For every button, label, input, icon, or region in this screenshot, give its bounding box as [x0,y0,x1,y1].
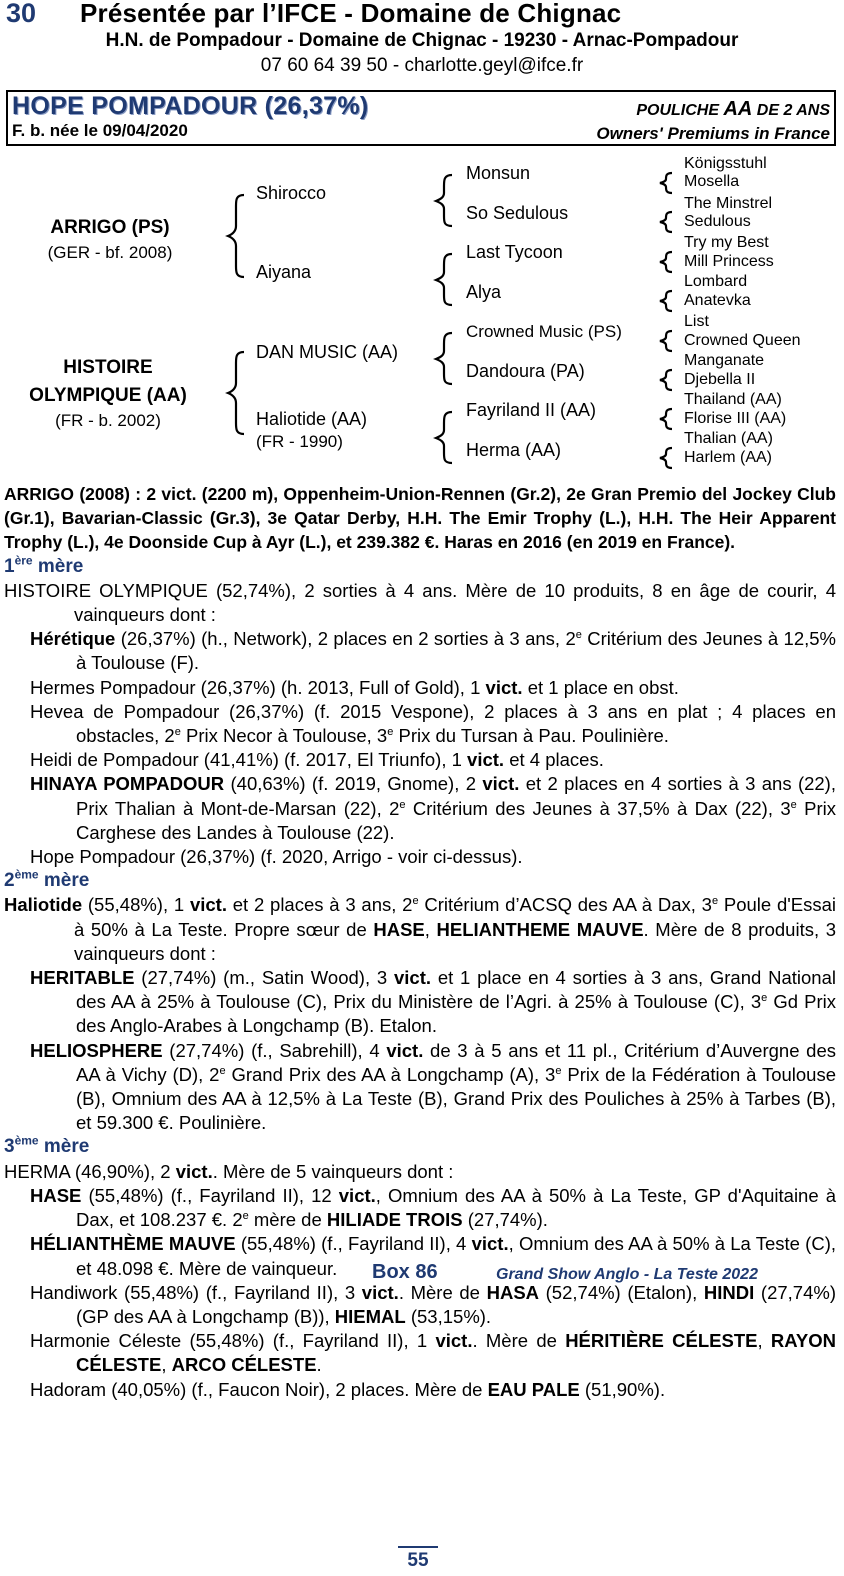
gen3-item: Crowned Music (PS) [466,322,622,341]
first-dam-intro: HISTOIRE OLYMPIQUE (52,74%), 2 sorties à 4 ans. Mère de 10 produits, 8 en âge de courir, 4 vainqueurs dont : [4,579,836,626]
first-dam-heading: 1ère mère [4,553,84,577]
produce-entry: Hadoram (40,05%) (f., Faucon Noir), 2 places. Mère de EAU PALE (51,90%). [30,1378,666,1400]
sire-name: ARRIGO (PS) [50,217,170,238]
event-name: Grand Show Anglo - La Teste 2022 [496,1266,758,1283]
gen4-item: Thailand (AA) [684,391,782,408]
produce-entry: HELIOSPHERE (27,74%) (f., Sabrehill), 4 vict. de 3 à 5 ans et 11 pl., Critérium d’Auvergne des AA à Vichy (D), 2e Grand Prix des AA à Longchamp (A), 3e Prix de la Fédération à Toulouse (B), Omnium des AA à 12,5% à La Teste (B), Grand Prix des Pouliches à 25% à Tarbes (B), et 59.300 €. Poulinière. [30,1039,837,1134]
gen3-item: Monsun [466,163,531,183]
gen4-item: Djebella II [684,371,756,388]
gen4-item: Florise III (AA) [684,410,787,427]
sire-record: ARRIGO (2008) : 2 vict. (2200 m), Oppenheim-Union-Rennen (Gr.2), 2e Gran Premio del Jockey Club (Gr.1), Bavarian-Classic (Gr.3), 3e Qatar Derby, H.H. The Emir Trophy (L.), H.H. The Heir Apparent Trophy (L.), 4e Doonside Cup à Ayr (L.), et 239.382 €. Haras en 2016 (en 2019 en France). [4,484,836,553]
gen4-item: List [684,313,709,330]
presenter-address: H.N. de Pompadour - Domaine de Chignac - 19230 - Arnac-Pompadour [105,30,739,51]
gen4-item: Anatevka [684,292,751,309]
gen2-note: (FR - 1990) [256,432,343,451]
gen2-item: Haliotide (AA) [256,409,368,429]
dam-name-1: HISTOIRE [63,357,153,378]
gen4-item: Thalian (AA) [684,430,773,447]
gen3-item: So Sedulous [466,203,569,223]
gen2-item: Aiyana [256,262,312,282]
sire-detail: (GER - bf. 2008) [47,243,173,262]
horse-name: HOPE POMPADOUR (26,37%) [12,92,369,120]
produce-entry: Hérétique (26,37%) (h., Network), 2 places en 2 sorties à 3 ans, 2e Critérium des Jeunes à 12,5% à Toulouse (F). [30,628,836,674]
second-dam-intro: Haliotide (55,48%), 1 vict. et 2 places à 3 ans, 2e Critérium d’ACSQ des AA à Dax, 3e Poule d'Essai à 50% à La Teste. Propre sœur de HASE, HELIANTHEME MAUVE. Mère de 8 produits, 3 vainqueurs dont : [4,894,837,964]
gen4-item: Mill Princess [684,253,774,270]
gen3-item: Fayriland II (AA) [466,400,597,420]
produce-entry: HINAYA POMPADOUR (40,63%) (f. 2019, Gnome), 2 vict. et 2 places en 4 sorties à 3 ans (22), Prix Thalian à Mont-de-Marsan (22), 2e Critérium des Jeunes à 37,5% à Dax (22), 3e Prix Carghese des Landes à Toulouse (22). [30,773,836,843]
gen4-item: Sedulous [684,213,751,230]
produce-entry: Heidi de Pompadour (41,41%) (f. 2017, El Triunfo), 1 vict. et 4 places. [30,749,604,771]
owners-premiums: Owners' Premiums in France [596,124,830,143]
dam-detail: (FR - b. 2002) [55,411,161,430]
gen4-item: Königsstuhl [684,155,767,172]
third-dam-heading: 3ème mère [4,1134,90,1158]
horse-category: POULICHE AA DE 2 ANS [636,98,830,120]
produce-entry: Hevea de Pompadour (26,37%) (f. 2015 Vespone), 2 places à 3 ans en plat ; 4 places en obstacles, 2e Prix Necor à Toulouse, 3e Prix du Tursan à Pau. Poulinière. [30,700,836,747]
gen2-item: DAN MUSIC (AA) [256,342,399,362]
presenter-contact: 07 60 64 39 50 - charlotte.geyl@ifce.fr [260,55,584,76]
produce-entry: Hope Pompadour (26,37%) (f. 2020, Arrigo - voir ci-dessus). [30,846,523,868]
gen2-item: Shirocco [256,183,327,203]
produce-entry: HÉLIANTHÈME MAUVE (55,48%) (f., Fayriland II), 4 vict., Omnium des AA à 50% à La Teste (C), et 48.098 €. Mère de vainqueur. [30,1233,836,1279]
gen3-item: Herma (AA) [466,440,562,460]
horse-birth: F. b. née le 09/04/2020 [12,121,188,140]
gen4-item: Crowned Queen [684,332,801,349]
page-number: 55 [398,1546,438,1572]
produce-entry: HASE (55,48%) (f., Fayriland II), 12 vict., Omnium des AA à 50% à La Teste, GP d'Aquitaine à Dax, et 108.237 €. 2e mère de HILIADE TROIS (27,74%). [30,1184,836,1231]
lot-number: 30 [6,0,37,28]
gen4-item: Lombard [684,273,748,290]
gen4-item: The Minstrel [684,195,773,212]
gen4-item: Manganate [684,352,765,369]
gen3-item: Last Tycoon [466,242,563,262]
gen3-item: Alya [466,282,502,302]
box-number: Box 86 [372,1261,438,1283]
pedigree-braces [0,0,844,470]
gen4-item: Try my Best [684,234,769,251]
third-dam-intro: HERMA (46,90%), 2 vict.. Mère de 5 vainqueurs dont : [4,1160,454,1182]
presenter-title: Présentée par l’IFCE - Domaine de Chignac [80,0,622,28]
gen4-item: Harlem (AA) [684,449,773,466]
produce-entry: Hermes Pompadour (26,37%) (h. 2013, Full of Gold), 1 vict. et 1 place en obst. [30,676,679,698]
produce-entry: Handiwork (55,48%) (f., Fayriland II), 3 vict.. Mère de HASA (52,74%) (Etalon), HINDI (27,74%) (GP des AA à Longchamp (B)), HIEMAL (53,15%). [30,1281,836,1327]
second-dam-heading: 2ème mère [4,867,90,892]
gen3-item: Dandoura (PA) [466,361,585,381]
produce-entry: Harmonie Céleste (55,48%) (f., Fayriland II), 1 vict.. Mère de HÉRITIÈRE CÉLESTE, RAYON CÉLESTE, ARCO CÉLESTE. [30,1330,837,1376]
produce-entry: HERITABLE (27,74%) (m., Satin Wood), 3 vict. et 1 place en 4 sorties à 3 ans, Grand National des AA à 25% à Toulouse (C), Prix du Ministère de l’Agri. à 25% à Toulouse (C), 3e Gd Prix des Anglo-Arabes à Longchamp (B). Etalon. [30,967,836,1037]
dam-name-2: OLYMPIQUE (AA) [29,385,187,406]
gen4-item: Mosella [684,173,740,190]
